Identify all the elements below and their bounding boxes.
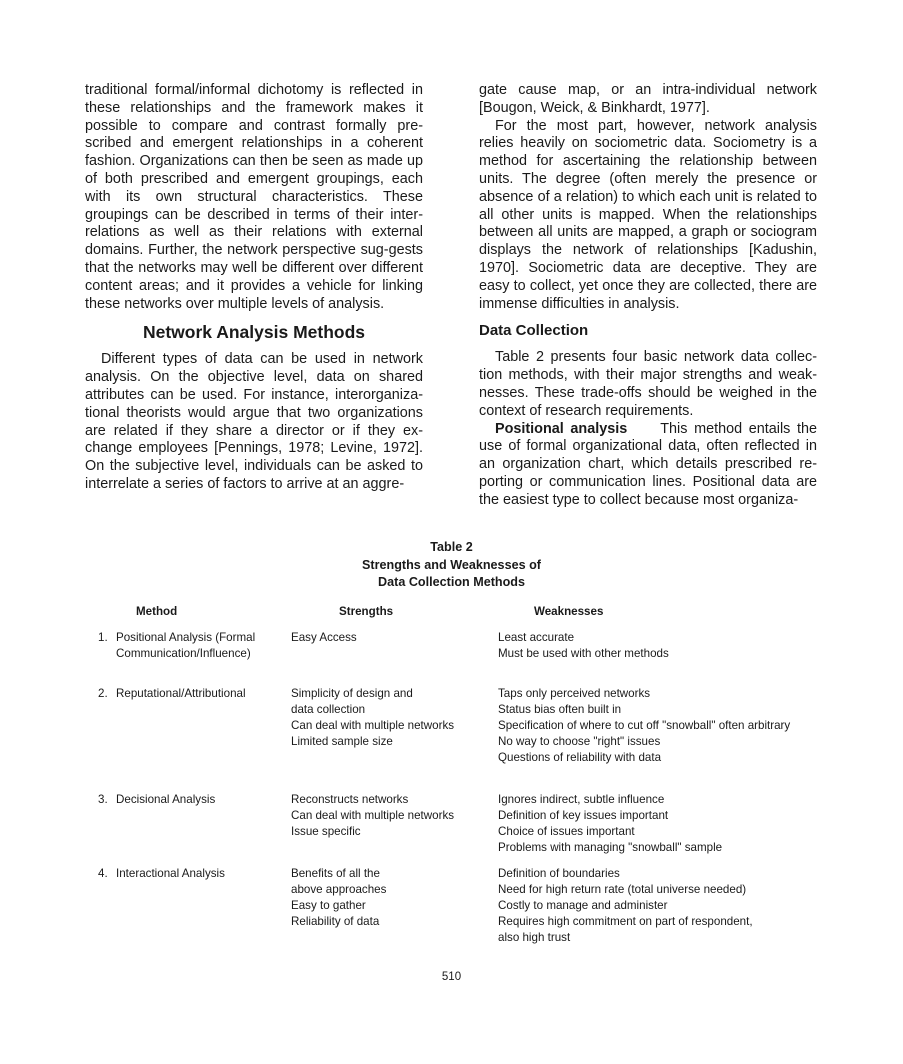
- row-number: 4.: [98, 867, 108, 880]
- method-cell-item: Decisional Analysis: [116, 793, 216, 806]
- strengths-cell-item: Can deal with multiple networks: [291, 809, 455, 822]
- method-cell: [116, 866, 286, 882]
- table-row: [0, 792, 903, 866]
- table-title-line-1: Strengths and Weaknesses of: [362, 557, 541, 572]
- weaknesses-cell-item: Choice of issues important: [498, 825, 635, 838]
- strengths-cell-item: Can deal with multiple networks: [291, 718, 455, 732]
- weaknesses-cell-item: Status bias often built in: [498, 703, 622, 716]
- right-paragraph-4-text: This method entails the use of formal organizational data, often reflected in an organization chart, which details prescribed re-porting or communication lines. Positional data are the easiest type to collect because most organiza-: [479, 420, 817, 508]
- method-cell: [116, 630, 286, 662]
- row-number: 2.: [98, 687, 108, 700]
- left-paragraph-2: Different types of data can be used in network analysis. On the objective level, data on shared attributes can be used. For instance, interorganiza-tional theorists would argue that two organizations are related if they share a director or if they ex-change employees [Pennings, 1978; Levine, 1972]. On the subjective level, individuals can be asked to interrelate a series of factors to arrive at an aggre-: [85, 351, 423, 492]
- weaknesses-cell: [498, 792, 838, 856]
- method-cell-item: Reputational/Attributional: [116, 687, 246, 700]
- strengths-cell-item: Benefits of all the above approaches: [291, 867, 387, 896]
- strengths-cell: [291, 792, 491, 840]
- weaknesses-cell-item: Questions of reliability with data: [498, 751, 662, 764]
- weaknesses-cell-item: Specification of where to cut off "snowball" often arbitrary: [498, 719, 791, 732]
- weaknesses-cell-item: Taps only perceived networks: [498, 687, 651, 700]
- strengths-cell-item: Limited sample size: [291, 734, 393, 748]
- header-strengths: Strengths: [339, 605, 394, 618]
- row-number: 3.: [98, 793, 108, 806]
- table-title-line-2: Data Collection Methods: [378, 575, 525, 590]
- method-cell: [116, 792, 286, 808]
- table-header-row: [0, 604, 903, 630]
- method-cell-item: Positional Analysis (Formal: [116, 631, 256, 644]
- weaknesses-cell-item: Must be used with other methods: [498, 647, 669, 660]
- method-cell: [116, 686, 286, 702]
- weaknesses-cell: [498, 686, 838, 766]
- method-cell-item: Communication/Influence): [116, 647, 251, 660]
- header-weaknesses: Weaknesses: [534, 605, 604, 618]
- weaknesses-cell-item: Costly to manage and administer: [498, 899, 668, 912]
- weaknesses-cell-item: Definition of boundaries: [498, 867, 620, 880]
- weaknesses-cell-item: Requires high commitment on part of respondent, also high trust: [498, 915, 753, 944]
- strengths-cell-item: Simplicity of design and data collection: [291, 687, 413, 716]
- weaknesses-cell-item: Need for high return rate (total universe needed): [498, 883, 747, 896]
- left-text-column: [85, 82, 423, 494]
- right-paragraph-1: gate cause map, or an intra-individual network [Bougon, Weick, & Binkhardt, 1977].: [479, 82, 817, 116]
- strengths-cell-item: Reconstructs networks: [291, 793, 409, 806]
- row-number: 1.: [98, 631, 108, 644]
- table-label: Table 2: [430, 540, 473, 554]
- table-row: [0, 630, 903, 686]
- strengths-cell: [291, 686, 491, 750]
- subheading-data-collection: Data Collection: [479, 322, 589, 340]
- table-body: [0, 630, 903, 946]
- strengths-cell-item: Easy to gather: [291, 898, 366, 912]
- right-paragraph-4: [479, 421, 817, 510]
- strengths-cell: [291, 866, 491, 930]
- right-text-column: [479, 82, 817, 510]
- strengths-cell-item: Reliability of data: [291, 914, 380, 928]
- right-paragraph-3: Table 2 presents four basic network data collec-tion methods, with their major strengths and weak-nesses. These trade-offs should be weighed in the context of research requirements.: [479, 349, 817, 419]
- table-row: [0, 866, 903, 946]
- strengths-cell: [291, 630, 491, 646]
- table-row: [0, 686, 903, 792]
- methods-table: [0, 604, 903, 946]
- weaknesses-cell-item: Problems with managing "snowball" sample: [498, 841, 723, 854]
- weaknesses-cell-item: Ignores indirect, subtle influence: [498, 793, 665, 806]
- weaknesses-cell: [498, 866, 838, 946]
- page-number: 510: [441, 971, 462, 983]
- weaknesses-cell: [498, 630, 838, 662]
- left-paragraph-1: traditional formal/informal dichotomy is reflected in these relationships and the framework makes it possible to compare and contrast formally pre-scribed and emergent relationships in a coherent fashion. Organizations can then be seen as made up of both prescribed and emergent groupings, each with its own structural characteristics. These groupings can be described in terms of their inter-relations as well as their relations with external domains. Further, the network perspective sug-gests that the networks may well be different over different content areas; and it provides a vehicle for linking these networks over multiple levels of analysis.: [85, 82, 423, 312]
- weaknesses-cell-item: Least accurate: [498, 631, 575, 644]
- strengths-cell-item: Issue specific: [291, 825, 361, 838]
- run-in-heading-positional-analysis: Positional analysis: [495, 420, 628, 437]
- strengths-cell-item: Easy Access: [291, 631, 357, 644]
- table-caption: [0, 539, 903, 592]
- weaknesses-cell-item: No way to choose "right" issues: [498, 735, 661, 748]
- header-method: Method: [136, 605, 178, 618]
- method-cell-item: Interactional Analysis: [116, 867, 225, 880]
- right-paragraph-2: For the most part, however, network analysis relies heavily on sociometric data. Sociometry is a method for ascertaining the relationship between units. The degree (often merely the presence or absence of a relation) to which each unit is related to all other units is mapped. When the relationships between all units are mapped, a graph or sociogram displays the network of relationships [Kadushin, 1970]. Sociometric data are deceptive. They are easy to collect, yet once they are collected, there are immense difficulties in analysis.: [479, 117, 817, 312]
- section-heading-network-analysis: Network Analysis Methods: [142, 322, 366, 343]
- weaknesses-cell-item: Definition of key issues important: [498, 809, 669, 822]
